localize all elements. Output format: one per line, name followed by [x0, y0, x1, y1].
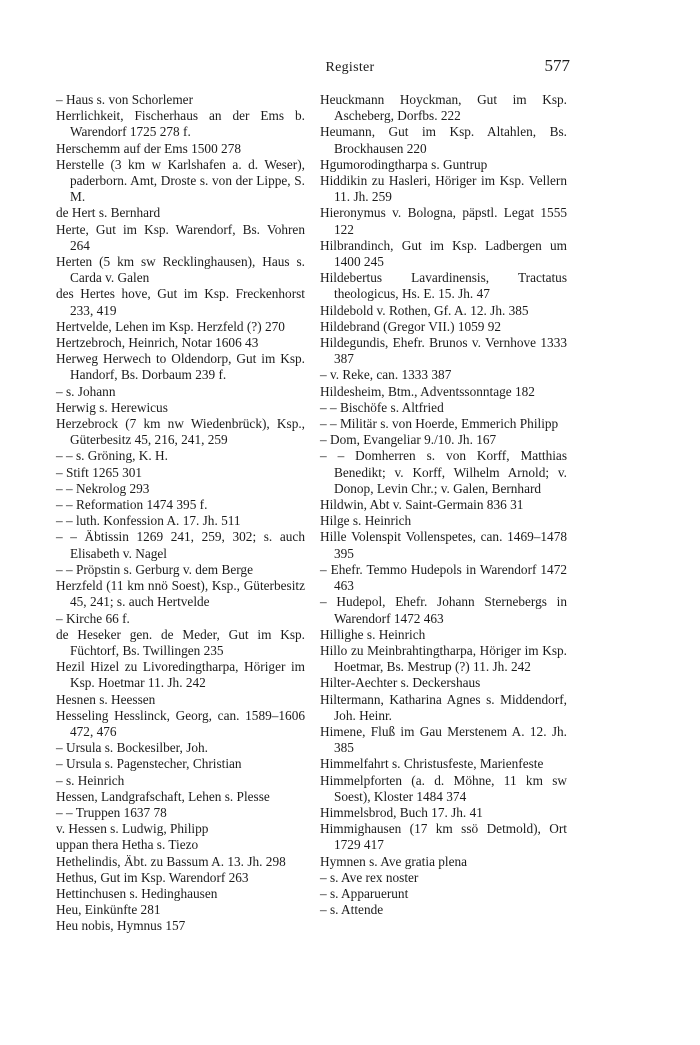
index-entry: – v. Reke, can. 1333 387 [320, 367, 452, 383]
index-entry: Herweg Herwech to Oldendorp, Gut im Ksp. Handorf, Bs. Dorbaum 239 f. [56, 351, 305, 383]
running-title: Register [325, 60, 375, 75]
index-entry: Hieronymus v. Bologna, päpstl. Legat 1555 122 [320, 205, 567, 237]
index-entry: Herte, Gut im Ksp. Warendorf, Bs. Vohren 264 [56, 221, 305, 253]
index-entry: Hildesheim, Btm., Adventssonntage 182 [320, 383, 535, 399]
index-entry: Hethelindis, Äbt. zu Bassum A. 13. Jh. 298 [56, 853, 286, 869]
index-entry: – – Militär s. von Hoerde, Emmerich Philipp [320, 416, 559, 432]
index-column-right [320, 92, 567, 918]
index-entry: – – s. Gröning, K. H. [56, 448, 168, 464]
index-entry: – s. Apparuerunt [320, 885, 409, 901]
index-entry: – – Nekrolog 293 [56, 480, 150, 496]
index-entry: – Hudepol, Ehefr. Johann Sternebergs in Warendorf 1472 463 [320, 594, 567, 626]
index-entry: – Ursula s. Bockesilber, Joh. [56, 740, 208, 756]
index-entry: Hertvelde, Lehen im Ksp. Herzfeld (?) 270 [56, 318, 285, 334]
index-entry: – Ehefr. Temmo Hudepols in Warendorf 1472 463 [320, 561, 567, 594]
index-entry: Hessen, Landgrafschaft, Lehen s. Plesse [56, 788, 270, 804]
index-entry: Hymnen s. Ave gratia plena [320, 853, 468, 869]
index-entry: Hillighe s. Heinrich [320, 626, 426, 642]
index-entry: Hiddikin zu Hasleri, Höriger im Ksp. Vellern 11. Jh. 259 [320, 173, 567, 205]
index-entry: Hesnen s. Heessen [56, 691, 156, 707]
index-entry: v. Hessen s. Ludwig, Philipp [56, 821, 209, 837]
index-entry: – – Reformation 1474 395 f. [56, 497, 208, 513]
index-entry: Hertzebroch, Heinrich, Notar 1606 43 [56, 335, 259, 351]
index-entry: Hildebold v. Rothen, Gf. A. 12. Jh. 385 [320, 302, 529, 318]
index-entry: – Ursula s. Pagenstecher, Christian [56, 756, 242, 772]
index-entry: Herten (5 km sw Recklinghausen), Haus s. Carda v. Galen [56, 254, 305, 286]
index-entry: Herzebrock (7 km nw Wiedenbrück), Ksp., Güterbesitz 45, 216, 241, 259 [56, 416, 305, 448]
index-entry: – Haus s. von Schorlemer [56, 92, 194, 107]
index-entry: Himmelpforten (a. d. Möhne, 11 km sw Soest), Kloster 1484 374 [320, 772, 567, 804]
index-entry: Hiltermann, Katharina Agnes s. Middendorf, Joh. Heinr. [320, 691, 567, 723]
index-entry: – s. Attende [320, 902, 384, 918]
index-entry: – Dom, Evangeliar 9./10. Jh. 167 [320, 432, 497, 448]
index-entry: Himmighausen (17 km ssö Detmold), Ort 1729 417 [320, 821, 567, 853]
index-entry: Herrlichkeit, Fischerhaus an der Ems b. Warendorf 1725 278 f. [56, 108, 305, 140]
index-entry: Hildegundis, Ehefr. Brunos v. Vernhove 1333 387 [320, 335, 567, 367]
index-entry: Hilter-Aechter s. Deckershaus [320, 675, 481, 691]
index-entry: des Hertes hove, Gut im Ksp. Freckenhorst 233, 419 [56, 286, 305, 318]
index-entry: Hethus, Gut im Ksp. Warendorf 263 [56, 869, 249, 885]
index-entry: – – luth. Konfession A. 17. Jh. 511 [56, 513, 241, 529]
index-entry: Herwig s. Herewicus [56, 399, 168, 415]
index-entry: Herschemm auf der Ems 1500 278 [56, 140, 242, 156]
index-column-left [56, 92, 305, 935]
index-entry: Heu nobis, Hymnus 157 [56, 918, 186, 934]
page-number: 577 [544, 56, 570, 75]
index-entry: – – Truppen 1637 78 [56, 804, 167, 820]
index-entry: – s. Heinrich [56, 772, 125, 788]
index-entry: Hildebertus Lavardinensis, Tractatus theologicus, Hs. E. 15. Jh. 47 [320, 270, 567, 302]
index-entry: Herstelle (3 km w Karlshafen a. d. Weser), paderborn. Amt, Droste s. von der Lippe, S. M. [56, 156, 305, 205]
index-entry: uppan thera Hetha s. Tiezo [56, 837, 199, 853]
index-entry: – Stift 1265 301 [56, 464, 143, 480]
index-entry: Hettinchusen s. Hedinghausen [56, 885, 218, 901]
index-entry: de Hert s. Bernhard [56, 205, 161, 221]
index-entry: – s. Ave rex noster [320, 869, 419, 885]
index-entry: Hezil Hizel zu Livoredingtharpa, Höriger im Ksp. Hoetmar 11. Jh. 242 [56, 659, 305, 691]
index-entry: Hilge s. Heinrich [320, 513, 412, 529]
index-entry: Hildebrand (Gregor VII.) 1059 92 [320, 318, 502, 334]
index-entry: – – Äbtissin 1269 241, 259, 302; s. auch Elisabeth v. Nagel [56, 529, 305, 561]
index-entry: – – Domherren s. von Korff, Matthias Benedikt; v. Korff, Wilhelm Arnold; v. Donop, Levin Chr.; v. Galen, Bernhard [320, 448, 567, 496]
index-entry: – Kirche 66 f. [56, 610, 130, 626]
index-entry: Heuckmann Hoyckman, Gut im Ksp. Ascheberg, Dorfbs. 222 [320, 92, 567, 124]
index-entry: Heu, Einkünfte 281 [56, 902, 161, 918]
index-entry: – s. Johann [56, 383, 116, 399]
page-header [0, 56, 700, 80]
index-entry: de Heseker gen. de Meder, Gut im Ksp. Füchtorf, Bs. Twillingen 235 [56, 626, 305, 658]
index-entry: Himmelsbrod, Buch 17. Jh. 41 [320, 804, 483, 820]
index-entry: Hille Volenspit Vollenspetes, can. 1469–1478 395 [320, 529, 567, 561]
index-entry: – – Pröpstin s. Gerburg v. dem Berge [56, 561, 253, 577]
index-entry: Himene, Fluß im Gau Merstenem A. 12. Jh. 385 [320, 723, 567, 756]
index-entry: Himmelfahrt s. Christusfeste, Marienfeste [320, 756, 544, 772]
index-entry: Hesseling Hesslinck, Georg, can. 1589–1606 472, 476 [56, 707, 305, 739]
index-entry: Hilbrandinch, Gut im Ksp. Ladbergen um 1400 245 [320, 237, 567, 270]
index-entry: Herzfeld (11 km nnö Soest), Ksp., Güterbesitz 45, 241; s. auch Hertvelde [56, 578, 305, 610]
index-entry: – – Bischöfe s. Altfried [320, 399, 444, 415]
index-entry: Hillo zu Meinbrahtingtharpa, Höriger im Ksp. Hoetmar, Bs. Mestrup (?) 11. Jh. 242 [320, 642, 567, 675]
index-entry: Heumann, Gut im Ksp. Altahlen, Bs. Brockhausen 220 [320, 124, 567, 156]
index-entry: Hgumorodingtharpa s. Guntrup [320, 156, 488, 172]
index-entry: Hildwin, Abt v. Saint-Germain 836 31 [320, 497, 524, 513]
